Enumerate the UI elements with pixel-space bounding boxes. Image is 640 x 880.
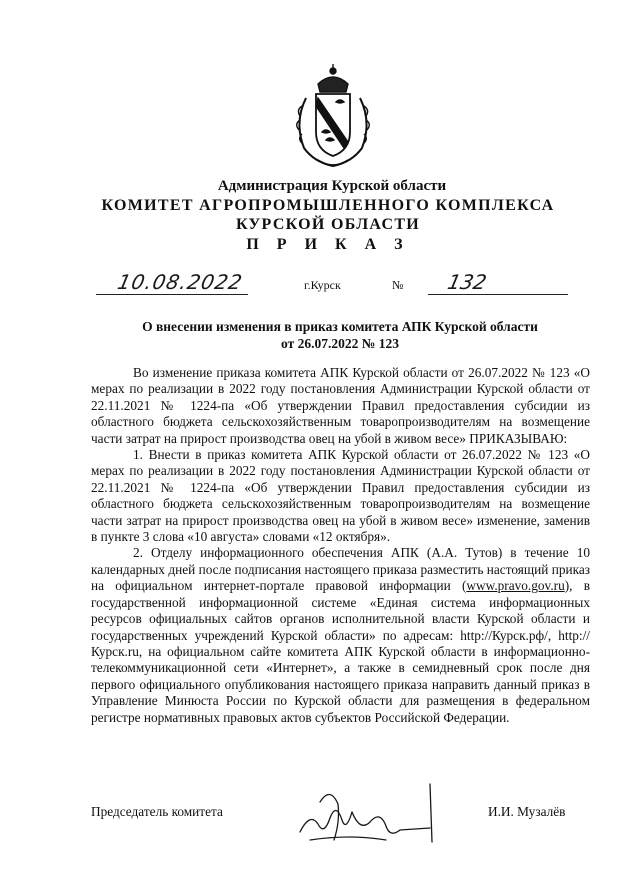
paragraph-preamble: Во изменение приказа комитета АПК Курской области от 26.07.2022 № 123 «О мерах по реализации в 2022 году постановления Администрации Курской области от 22.11.2021 № 1224-па «Об утверждении Правил предоставления субсидии из областного бюджета сельскохозяйственным товаропроизводителям на возмещение части затрат на прирост производства овец на убой в живом весе» ПРИКАЗЫВАЮ:: [91, 365, 590, 446]
paragraph-item-2-start: 2. Отделу информационного обеспечения АПК (А.А. Тутов) в течение 10 календарных дней после подписания настоящего приказа разместить настоящий приказ на официальном интернет-портале правовой информации (: [91, 545, 590, 594]
signature-block: [0, 804, 640, 854]
handwritten-signature-icon: [290, 782, 460, 852]
document-type: П Р И К А З: [246, 236, 410, 253]
number-sign: №: [392, 278, 404, 292]
pravo-gov-link[interactable]: www.pravo.gov.ru: [466, 578, 565, 594]
signer-name: И.И. Музалёв: [488, 804, 566, 819]
order-subject: [90, 318, 590, 352]
signer-position: Председатель комитета: [91, 804, 223, 819]
committee-title: КОМИТЕТ АГРОПРОМЫШЛЕННОГО КОМПЛЕКСА: [101, 197, 555, 214]
kursk-coat-of-arms-icon: [288, 62, 378, 174]
paragraph-item-2-end: ), в государственной информационной системе «Единая система информационных ресурсов официальных сайтов органов исполнительной власти Курской области и государственных учреждений Курской области» по адресам: http://Курск.рф/, http://Курск.ru, на официальном сайте комитета АПК Курской области в информационно-телекоммуникационной сети «Интернет», а также в семидневный срок после дня первого официального опубликования настоящего приказа направить данный приказ в Управление Минюста России по Курской области для размещения в федеральном регистре нормативных правовых актов субъектов Российской Федерации.: [91, 578, 590, 725]
handwritten-number: 132: [445, 270, 489, 294]
region-title: КУРСКОЙ ОБЛАСТИ: [235, 216, 421, 233]
handwritten-date: 10.08.2022: [115, 270, 246, 294]
date-number-row: [0, 268, 640, 300]
administration-title: Администрация Курской области: [217, 178, 447, 194]
number-underline: [428, 294, 568, 295]
paragraph-item-1: 1. Внести в приказ комитета АПК Курской области от 26.07.2022 № 123 «О мерах по реализации в 2022 году постановления Администрации Курской области от 22.11.2021 № 1224-па «Об утверждении Правил предоставления субсидии из областного бюджета сельскохозяйственным товаропроизводителям на возмещение части затрат на прирост производства овец на убой в живом весе» изменение, заменив в пункте 3 слова «10 августа» словами «12 октября».: [91, 447, 590, 545]
date-underline: [96, 294, 248, 295]
order-body: [91, 365, 590, 726]
paragraph-item-2: [91, 545, 590, 725]
subject-line-1: О внесении изменения в приказ комитета АПК Курской области: [142, 319, 538, 334]
subject-line-2: от 26.07.2022 № 123: [281, 336, 399, 351]
city-label: г.Курск: [304, 278, 341, 292]
